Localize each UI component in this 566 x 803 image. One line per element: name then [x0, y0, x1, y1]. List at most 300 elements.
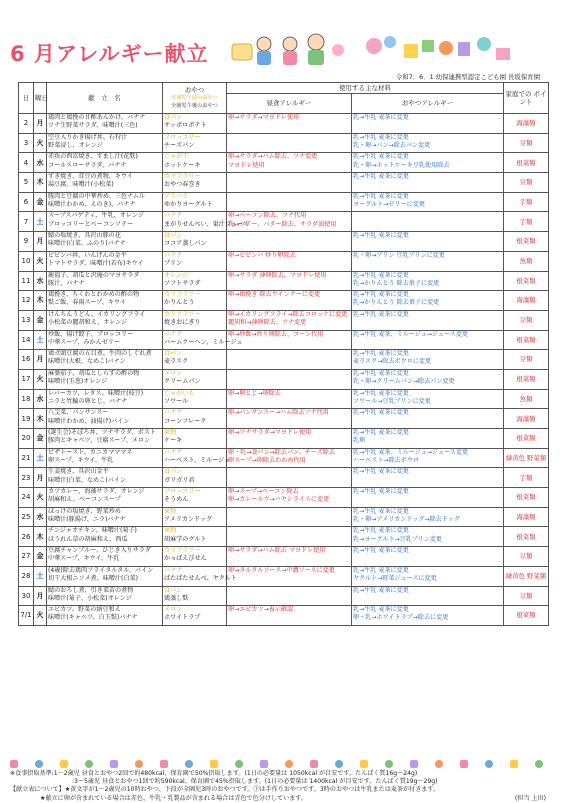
row-snack-morning: バナナ: [164, 566, 183, 574]
row-snack-afternoon: ココア蒸しパン: [164, 240, 207, 248]
table-row: [19, 173, 549, 193]
row-dow: 金: [34, 310, 47, 330]
row-date: 26: [19, 527, 34, 547]
row-menu: [47, 566, 163, 586]
table-row: [19, 586, 549, 606]
row-menu-line-2: 切干大根ニソメ煮、味噌汁(白菜): [48, 575, 138, 583]
row-snack-allergy: [352, 133, 504, 153]
row-snack-afternoon: コーンフレーク: [164, 417, 207, 425]
row-menu-line-1: 鶏肉と鶏挽の甘酢あんかけ、バナナ: [48, 114, 146, 121]
row-dow: 月: [34, 468, 47, 488]
table-row: [19, 468, 549, 488]
row-snack: [163, 448, 231, 468]
row-snack-morning: ブロッコリー: [164, 488, 201, 496]
row-snack-morning: じゃが芋: [164, 153, 189, 161]
row-snack-afternoon: 鶏蒸し麩: [164, 594, 189, 602]
row-snack-allergy-line-1: 乳→牛乳 麦茶に変更: [353, 547, 409, 555]
row-snack-morning: 果物: [164, 527, 177, 535]
row-snack: [163, 212, 249, 232]
row-snack-morning: 食パン: [164, 114, 183, 121]
row-snack-afternoon: まがりせんべい、果汁ジュース: [164, 220, 249, 228]
row-lunch-allergy-line-2: マヨドレ使用: [228, 161, 265, 169]
row-menu-line-2: 中華スープ、みかんゼリー: [48, 338, 121, 346]
row-dow: 木: [34, 291, 47, 311]
row-lunch-allergy: [227, 527, 352, 547]
row-menu-line-2: 味噌汁(菊子、小松菜)オレンジ: [48, 594, 132, 602]
row-menu-line-1: 空豆入りかき揚げ丼、石狩汁: [48, 133, 128, 141]
row-snack: [163, 310, 227, 330]
row-point: 海藻類: [504, 507, 549, 527]
row-snack-allergy-line-2: 乳・卵→アメリカンドッグ→除去ドッグ: [353, 515, 460, 523]
row-lunch-allergy-line-1: 卵→タルタルソース→中濃ソースに変更: [228, 566, 335, 574]
row-snack-allergy: [352, 192, 504, 212]
table-row: [19, 448, 549, 468]
row-snack-allergy-line-2: 乳→ヨーグルト→豆乳プリン変更: [353, 535, 443, 543]
row-date: 4: [19, 153, 34, 173]
row-menu-line-2: 中華スープ、キウイ、牛乳: [48, 555, 120, 563]
row-point: 豆類: [504, 586, 549, 606]
row-snack-morning: バナナ: [164, 409, 183, 417]
row-point: 根菜類: [504, 488, 549, 508]
row-menu-line-1: ほっけの塩焼き、野菜炒め: [48, 507, 121, 515]
row-lunch-allergy-line-1: 卵→パンサンスー→ハム除去ツナ代用: [228, 409, 329, 417]
row-snack-allergy: [352, 488, 504, 508]
row-menu-line-1: 鶏挽き、ちくわとわかめの酢の物: [48, 291, 140, 299]
row-snack-morning: 果物: [164, 507, 177, 515]
row-date: 11: [19, 271, 34, 291]
row-snack-allergy-line-2: ヤクルト→野菜ジュースに変更: [353, 575, 437, 583]
row-snack: [163, 566, 237, 586]
row-snack-morning: バナナ: [164, 212, 183, 220]
row-dow: 火: [34, 606, 47, 626]
header-ingredients: 使用する主な材料: [227, 83, 504, 94]
row-snack-morning: メロン: [164, 369, 183, 377]
row-date: 14: [19, 330, 34, 350]
row-lunch-allergy: [227, 133, 352, 153]
row-lunch-allergy: [227, 350, 352, 370]
row-point: 海藻類: [504, 114, 549, 134]
row-lunch-allergy: [227, 330, 352, 350]
row-snack-morning: ブロッコリー: [164, 133, 201, 141]
row-snack-afternoon: かりんとう: [164, 299, 195, 307]
row-menu-line-2: 豚汁、バナナ: [48, 279, 85, 287]
row-snack-allergy-line-1: 乳→牛乳 麦茶に変更: [353, 369, 409, 377]
row-snack: [163, 173, 227, 193]
row-lunch-allergy-line-1: 卵→サラダ 薄卵除去、マヨドレ使用: [228, 271, 327, 279]
row-snack-allergy-line-2: ソワール→豆乳プリンに変更: [353, 397, 431, 405]
row-date: 13: [19, 310, 34, 330]
row-snack-afternoon: ぱたぱたせんべ、ヤクルト: [164, 575, 237, 583]
table-row: [19, 212, 549, 232]
row-snack-allergy: [352, 173, 504, 193]
row-snack-allergy: [352, 114, 504, 134]
bowl-icon: [535, 760, 543, 768]
row-menu: [47, 488, 163, 508]
row-snack-allergy: [352, 409, 504, 429]
row-snack-morning: 食パン: [164, 232, 183, 240]
row-snack-allergy-line-2: 乳・卵→クリームパン→除去パン変更: [353, 378, 455, 386]
row-snack-allergy: [352, 153, 504, 173]
row-menu-line-2: ブロッコリーとベーコンソテー: [48, 220, 134, 228]
row-snack-afternoon: ケーキ: [164, 437, 183, 445]
row-menu-line-2: 味噌汁わかめ、えのき)、バナナ: [48, 200, 136, 208]
row-snack-allergy: [352, 527, 504, 547]
row-menu: [47, 232, 163, 252]
row-snack-allergy-line-1: 乳→牛乳 麦茶に変更: [353, 389, 409, 397]
row-menu-line-1: 鯖のおろし煮、引き菜苗の煮物: [48, 586, 134, 594]
row-snack: [163, 291, 227, 311]
row-point: 根菜類: [504, 429, 549, 449]
row-snack-afternoon: クリームパン: [164, 378, 201, 386]
cup-icon: [360, 760, 368, 768]
bowl-icon: [135, 760, 143, 768]
row-lunch-allergy: [227, 409, 352, 429]
row-snack-allergy-line-1: 乳→牛乳 麦茶に変更: [353, 507, 409, 515]
row-menu: [47, 114, 163, 134]
row-snack-allergy-line-2: 乳卵: [353, 437, 366, 445]
row-date: 2: [19, 114, 34, 134]
row-snack: [163, 389, 227, 409]
row-menu-line-1: ビビンバ丼、いんげんの金平: [48, 251, 127, 259]
row-lunch-allergy: [227, 291, 352, 311]
row-snack-allergy-line-1: 乳→牛乳 麦茶に変更: [353, 468, 409, 476]
row-lunch-allergy-line-2: 卵→カレールウ→ハヤシライスに変更: [228, 496, 330, 504]
row-snack-allergy: [352, 330, 504, 350]
row-snack-allergy-line-1: 乳→牛乳 麦茶に変更: [353, 606, 409, 614]
row-snack-afternoon: おやつ春巻き: [164, 181, 201, 189]
row-snack: [163, 429, 227, 449]
table-row: [19, 429, 549, 449]
row-lunch-allergy: [227, 192, 352, 212]
row-point: 芋類: [504, 468, 549, 488]
row-dow: 金: [34, 192, 47, 212]
row-lunch-allergy-line-1: 卵→ベーコン除去、ツナ代用: [228, 212, 307, 220]
row-dow: 火: [34, 133, 47, 153]
row-snack-allergy-line-2: 乳・卵→ホットケーキ豆乳使用除去: [353, 161, 450, 169]
row-menu-line-2: 味噌汁(玉葱)オレンジ: [48, 378, 108, 386]
row-snack-allergy: [352, 271, 504, 291]
row-menu-line-1: 炒飯、揚げ餃子、ブロッコリー: [48, 330, 134, 338]
row-snack-allergy-line-1: 乳→牛乳 麦茶に変更: [353, 429, 409, 436]
row-date: 12: [19, 291, 34, 311]
row-lunch-allergy: [227, 212, 352, 232]
row-snack-allergy-line-1: 乳→牛乳 麦茶に変更: [353, 566, 409, 574]
menu-table: [18, 82, 549, 626]
row-date: 18: [19, 389, 34, 409]
row-dow: 月: [34, 586, 47, 606]
row-lunch-allergy: [227, 271, 352, 291]
row-snack-allergy: [352, 507, 504, 527]
row-snack: [163, 468, 227, 488]
row-snack-allergy-line-1: 乳→牛乳 麦茶、ミルージュ→ジュース変更: [353, 330, 469, 338]
issue-date-and-school: 令和7．6．1 幼保連携型認定こども園 長坂保育園: [395, 73, 540, 81]
row-point: 根菜類: [504, 153, 549, 173]
row-snack-allergy: [352, 310, 504, 330]
row-menu-line-1: ピザトースト、カニカマママネ: [48, 448, 133, 456]
row-menu-line-1: 鹿福子、胡瓜と沢庵のマヨサラダ: [48, 271, 140, 279]
row-dow: 月: [34, 232, 47, 252]
row-menu: [47, 606, 163, 626]
row-lunch-allergy-line-1: 卵→鶏挽き 除去ウインナーに変更: [228, 291, 321, 299]
row-snack-allergy-line-1: 乳→牛乳 麦茶に変更: [353, 488, 409, 496]
cup-icon: [260, 760, 268, 768]
row-snack-allergy-line-2: 麦ラスク→除去ボウロに変更: [353, 358, 432, 366]
table-row: [19, 566, 549, 586]
row-menu-line-1: スープスパゲティ、牛乳、オレンジ: [48, 212, 144, 220]
note-line-3: 【献立表について】★黄文字が1～2歳児の10時おやつ、下段が全園児3時のおやつです。㋣は手作りおやつです。3時のおやつは牛乳または麦茶が付きます。: [10, 786, 440, 794]
row-snack-allergy-line-1: 乳→牛乳 麦茶に変更: [353, 173, 409, 181]
row-point: 緑黄色 野菜類: [504, 566, 549, 586]
bowl-icon: [485, 760, 493, 768]
table-row: [19, 310, 549, 330]
row-snack-allergy: [352, 547, 504, 567]
row-snack-allergy: [352, 566, 504, 586]
header-points: 家庭での ポイント: [504, 83, 549, 114]
row-snack: [163, 232, 227, 252]
row-snack-afternoon: ソフトサラダ: [164, 279, 201, 287]
row-lunch-allergy-line-2: 麗胡和→薄卵除去、ツナ変更: [228, 319, 307, 327]
row-snack-allergy-line-2: ヨーグルト→ゼリーに変更: [353, 200, 425, 208]
header-date: 日: [19, 83, 34, 114]
row-snack-allergy: [352, 606, 504, 626]
row-snack-allergy: [352, 586, 504, 606]
bowl-icon: [435, 760, 443, 768]
row-menu-line-2: 味噌汁(キャベツ、白玉麩)バナナ: [48, 614, 138, 622]
row-date: 19: [19, 409, 34, 429]
row-snack-allergy-line-1: 乳→牛乳 麦茶に変更: [353, 310, 409, 318]
row-menu-line-2: 小松菜の麗胡和え、オレンジ: [48, 319, 128, 327]
row-snack: [163, 507, 227, 527]
table-row: [19, 251, 549, 271]
row-menu: [47, 212, 163, 232]
table-row: [19, 606, 549, 626]
row-point: 根菜類: [504, 369, 549, 389]
row-menu: [47, 291, 163, 311]
row-snack-allergy-line-2: 乳→かりんとう 除去菓子に変更: [353, 279, 440, 287]
row-snack-allergy-line-1: 乳→牛乳 麦茶に変更: [353, 232, 409, 240]
row-menu: [47, 586, 163, 606]
bowl-icon: [335, 760, 343, 768]
row-point: 芋類: [504, 212, 549, 232]
note-signature: (担当 上田): [514, 794, 546, 802]
cup-icon: [460, 760, 468, 768]
row-menu-line-2: ツナ生野菜サラダ、味噌汁(三色): [48, 122, 138, 130]
row-lunch-allergy-line-1: 卵→サラダ→マヨドレ使用: [228, 114, 300, 121]
row-snack-allergy-line-1: 乳・卵→プリン 豆乳プリンに変更: [353, 251, 445, 259]
table-row: [19, 271, 549, 291]
row-snack: [163, 369, 227, 389]
row-lunch-allergy: [227, 173, 352, 193]
row-snack-allergy-line-1: 乳→牛乳 麦茶に変更: [353, 114, 409, 121]
row-snack-morning: カリフラワー: [164, 310, 201, 318]
bowl-icon: [85, 760, 93, 768]
row-date: 27: [19, 547, 34, 567]
row-snack: [163, 153, 227, 173]
row-snack-allergy-line-2: 乳・卵→パン→除去パン変更: [353, 141, 431, 149]
row-menu-line-1: (誕生会)そぼろ丼、ツナサラダ、ボスト: [48, 429, 156, 436]
row-point: 根菜類: [504, 527, 549, 547]
row-snack-allergy-line-1: 乳→牛乳 麦茶に変更: [353, 350, 409, 358]
row-snack-allergy: [352, 232, 504, 252]
cup-icon: [10, 760, 18, 768]
row-snack: [163, 251, 227, 271]
row-menu: [47, 409, 163, 429]
row-date: 24: [19, 488, 34, 508]
row-snack-allergy-line-1: 乳→牛乳 麦茶に変更: [353, 192, 409, 200]
row-menu: [47, 527, 163, 547]
cup-icon: [310, 760, 318, 768]
row-snack-allergy: [352, 389, 504, 409]
row-point: 海藻類: [504, 409, 549, 429]
row-snack-allergy: [352, 369, 504, 389]
row-dow: 土: [34, 330, 47, 350]
row-snack: [163, 133, 227, 153]
row-snack-morning: メロン: [164, 606, 183, 614]
row-snack-morning: バナナ: [164, 330, 183, 338]
row-menu-line-1: レバーカツ、レタス、味噌汁(枝豆): [48, 389, 144, 397]
row-snack-morning: カリフラワー: [164, 173, 201, 181]
row-lunch-allergy-line-1: 卵→イカリングフライ→除去コロッケに変更: [228, 310, 348, 318]
row-menu: [47, 173, 163, 193]
row-snack: [163, 114, 227, 134]
row-lunch-allergy-line-1: 卵・乳→食パン→除去パン、チーズ除去: [228, 448, 335, 456]
row-date: 10: [19, 251, 34, 271]
row-lunch-allergy: [227, 429, 352, 449]
table-row: [19, 291, 549, 311]
table-row: [19, 133, 549, 153]
row-snack: [163, 547, 227, 567]
row-menu: [47, 310, 163, 330]
row-snack-morning: 果物: [164, 429, 177, 436]
row-date: 23: [19, 468, 34, 488]
header-lunch-allergy: 昼食アレルギー: [227, 94, 352, 114]
table-row: [19, 330, 549, 350]
row-dow: 木: [34, 173, 47, 193]
row-menu-line-2: 味噌汁わかめ、油揚げ)バイン: [48, 417, 130, 425]
cup-icon: [110, 760, 118, 768]
row-lunch-allergy-line-1: 卵→ビビンバ 炒り卵除去: [228, 251, 296, 259]
table-row: [19, 232, 549, 252]
row-snack-afternoon: プリン: [164, 260, 183, 268]
row-lunch-allergy-line-1: 卵→サラダ→ハム除去、ツナ変更: [228, 153, 318, 161]
row-menu: [47, 369, 163, 389]
menu-rows: [19, 114, 549, 626]
row-menu: [47, 547, 163, 567]
row-snack-allergy-line-1: 乳→牛乳 麦茶に変更: [353, 291, 409, 299]
row-menu-line-1: (4歳)除去鶏肉フライタルタル、バイン: [48, 566, 154, 574]
row-menu-line-1: 八宝菜、パンサンスー: [48, 409, 109, 417]
row-date: 3: [19, 133, 34, 153]
row-menu: [47, 251, 163, 271]
table-row: [19, 507, 549, 527]
row-menu-line-1: チンジャオチキン、味噌汁(菊子): [48, 527, 137, 535]
cup-icon: [60, 760, 68, 768]
table-row: [19, 153, 549, 173]
row-snack: [163, 586, 227, 606]
bowl-icon: [235, 760, 243, 768]
row-date: 20: [19, 429, 34, 449]
row-snack-allergy-line-2: 卵・乳→ホワイトラブ→除去に変更: [353, 614, 449, 622]
row-menu: [47, 429, 163, 449]
row-snack-afternoon: サッポロポテト: [164, 122, 207, 130]
row-lunch-allergy: [227, 468, 352, 488]
row-menu: [47, 153, 163, 173]
row-snack-afternoon: ガリガリ君: [164, 476, 195, 484]
row-dow: 水: [34, 389, 47, 409]
row-snack-allergy-line-2: 乳→かりんとう 除去菓子に変更: [353, 299, 440, 307]
row-menu: [47, 468, 163, 488]
row-date: 7: [19, 212, 34, 232]
row-snack-afternoon: ホワイトラブ: [164, 614, 201, 622]
row-point: 豆類: [504, 173, 549, 193]
row-snack-morning: カリフラワー: [164, 291, 201, 299]
row-lunch-allergy-line-1: 卵→サラダ→ハム除去 マヨドレ使用: [228, 547, 326, 555]
row-snack-morning: オレンジ: [164, 271, 189, 279]
row-menu-line-1: 生姜焼き、具沢山金平: [48, 468, 109, 476]
row-snack: [163, 409, 227, 429]
row-lunch-allergy: [227, 448, 352, 468]
row-snack-allergy-line-1: 乳→牛乳 麦茶に変更: [353, 586, 409, 594]
row-menu-line-2: トマトサラダ、味噌汁(若布)キウイ: [48, 260, 144, 268]
row-snack: [163, 488, 227, 508]
row-menu-line-2: 卵スープ、キウイ、牛乳: [48, 456, 114, 464]
row-snack-afternoon: そうめん: [164, 496, 189, 504]
bowl-icon: [35, 760, 43, 768]
row-point: 根菜類: [504, 271, 549, 291]
row-snack-allergy: [352, 251, 504, 271]
table-row: [19, 389, 549, 409]
header-snack-label: おやつ: [184, 85, 205, 94]
row-menu-line-2: 味噌汁(豚揚げ、ニラ)バナナ: [48, 515, 126, 523]
row-lunch-allergy-line-1: 卵→スープ→ベーコン除去: [228, 488, 299, 496]
row-lunch-allergy-line-1: 卵→卵とじ→卵除去: [228, 389, 281, 397]
row-snack: [163, 606, 227, 626]
row-menu-line-1: 赤魚の西京焼き、すまし汁(花麩): [48, 153, 138, 161]
table-row: [19, 350, 549, 370]
row-point: 豆類: [504, 350, 549, 370]
row-date: 9: [19, 232, 34, 252]
row-snack-allergy-line-1: 乳→牛乳 麦茶に変更: [353, 133, 409, 141]
row-menu-line-2: ニラと竹輪の卵とじ、バナナ: [48, 397, 128, 405]
row-snack-morning: バナナ: [164, 448, 183, 456]
row-menu-line-2: 味噌汁(白菜、なめこ)バイン: [48, 476, 126, 484]
row-snack-morning: じゃがいも: [164, 389, 195, 397]
row-point: 魚類: [504, 251, 549, 271]
row-dow: 月: [34, 114, 47, 134]
row-snack-allergy: [352, 468, 504, 488]
row-menu: [47, 350, 163, 370]
row-lunch-allergy: [227, 507, 352, 527]
row-lunch-allergy: [227, 606, 352, 626]
row-lunch-allergy-line-2: 卵スープ→卵除去わかめ代用: [228, 456, 306, 464]
row-menu-line-2: 味噌汁(大根、なめこ)バナン: [48, 358, 126, 366]
row-lunch-allergy: [227, 369, 352, 389]
row-snack-allergy-line-1: 乳→牛乳 麦茶、ミルージュ→ジュース変更: [353, 448, 469, 456]
row-menu-line-1: エビカツ、野菜の納豆和え: [48, 606, 121, 614]
row-snack-afternoon: ホットケーキ: [164, 161, 201, 169]
notes: [10, 770, 560, 803]
row-menu-line-1: カツカレー、海藻サラダ、オレンジ: [48, 488, 145, 496]
row-snack-morning: バナナ: [164, 251, 183, 259]
row-lunch-allergy: [227, 310, 352, 330]
row-dow: 水: [34, 507, 47, 527]
row-point: 魚類: [504, 389, 549, 409]
row-snack-afternoon: アメリカンドッグ: [164, 515, 213, 523]
note-line-1: ※食事摂取基準:1～2歳児 昼食とおやつ2回で約480kcal、保育園で50%摂取します。(1日の必要量は 1050kcal が目安です。たんぱく質16g～24g): [10, 770, 418, 777]
header-snack-allergy: おやつアレルギー: [352, 94, 504, 114]
row-lunch-allergy-line-2: 乳→ソテー、バター除去、サラダ油使用: [228, 220, 337, 228]
row-dow: 火: [34, 488, 47, 508]
